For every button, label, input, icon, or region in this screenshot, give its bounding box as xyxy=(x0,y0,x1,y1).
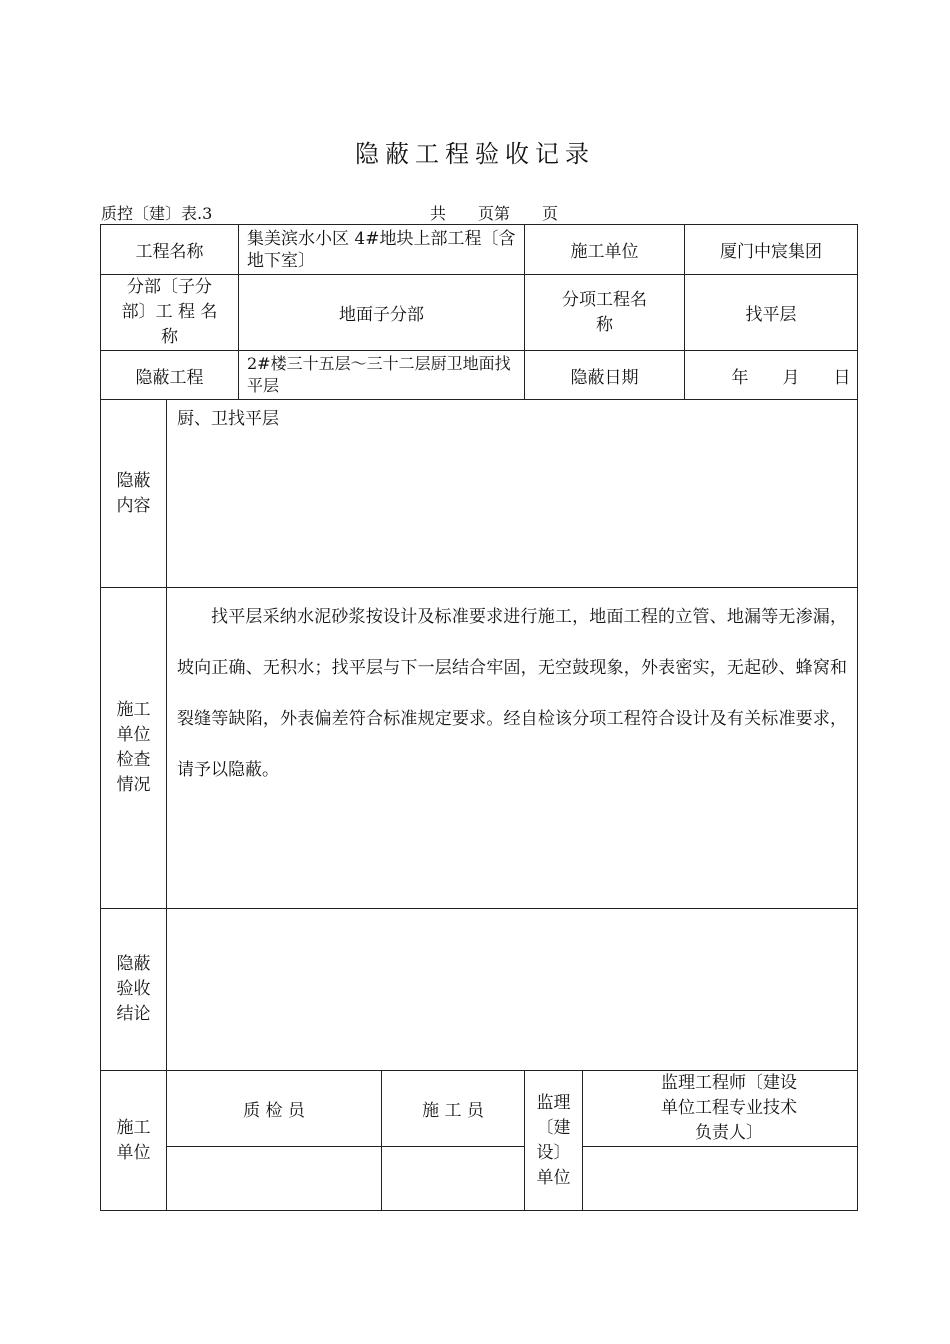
project-name-value: 集美滨水小区 4#地块上部工程〔含地下室〕 xyxy=(239,225,525,275)
record-table xyxy=(100,224,858,1211)
item-value: 找平层 xyxy=(685,275,858,351)
inspector-signature xyxy=(167,1147,382,1211)
supervisor-unit-label: 监理〔建设〕单位 xyxy=(525,1071,583,1211)
conclusion-value xyxy=(167,909,858,1071)
engineer-signature xyxy=(583,1147,858,1211)
hidden-work-label: 隐蔽工程 xyxy=(101,351,239,400)
check-value: 找平层采纳水泥砂浆按设计及标准要求进行施工，地面工程的立管、地漏等无渗漏，坡向正确、无积水；找平层与下一层结合牢固，无空鼓现象，外表密实，无起砂、蜂窝和裂缝等缺陷，外表偏差符合标准规定要求。经自检该分项工程符合设计及有关标准要求，请予以隐蔽。 xyxy=(177,607,847,780)
project-name-label: 工程名称 xyxy=(101,225,239,275)
hidden-date-label: 隐蔽日期 xyxy=(525,351,685,400)
item-label: 分项工程名 称 xyxy=(525,275,685,351)
hidden-work-value: 2#楼三十五层～三十二层厨卫地面找平层 xyxy=(239,351,525,400)
form-code: 质控〔建〕表.3 xyxy=(101,204,213,223)
inspector-label: 质 检 员 xyxy=(167,1071,382,1147)
contractor-label: 施工单位 xyxy=(525,225,685,275)
builder-label: 施 工 员 xyxy=(382,1071,525,1147)
page-info: 共 页第 页 xyxy=(430,204,559,223)
check-cell xyxy=(167,588,858,909)
sign-contractor-label: 施工单位 xyxy=(101,1071,167,1211)
hidden-date-value: 年 月 日 xyxy=(685,351,858,400)
subdivision-value: 地面子分部 xyxy=(239,275,525,351)
engineer-label: 监理工程师〔建设单位工程专业技术负责人〕 xyxy=(583,1071,858,1147)
contractor-value: 厦门中宸集团 xyxy=(685,225,858,275)
content-label: 隐蔽内容 xyxy=(101,400,167,588)
builder-signature xyxy=(382,1147,525,1211)
page-title: 隐蔽工程验收记录 xyxy=(355,140,595,168)
check-label: 施工单位检查情况 xyxy=(101,588,167,909)
content-value: 厨、卫找平层 xyxy=(167,400,858,588)
subdivision-label: 分部〔子分部〕工 程 名 称 xyxy=(101,275,239,351)
conclusion-label: 隐蔽验收结论 xyxy=(101,909,167,1071)
